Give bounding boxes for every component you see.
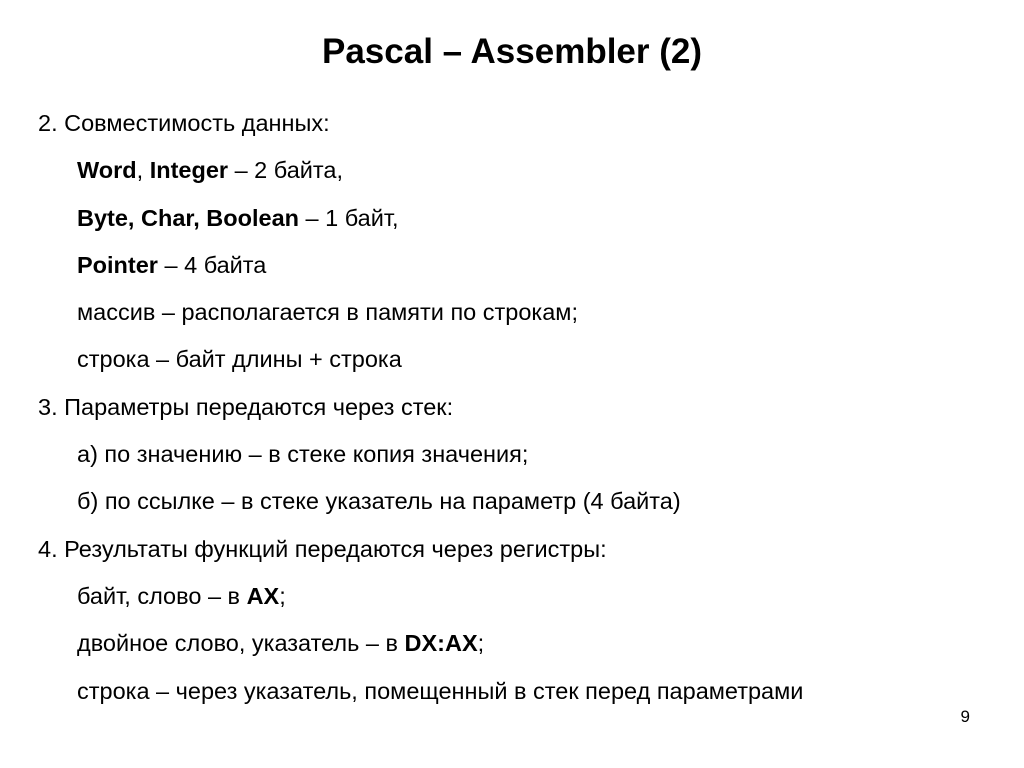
punctuation: ; xyxy=(279,582,286,609)
register-ax: AX xyxy=(246,582,280,609)
slide-title: Pascal – Assembler (2) xyxy=(321,32,703,71)
list-item-dword-pointer-result xyxy=(38,620,998,667)
type-pointer: Pointer xyxy=(77,251,158,278)
result-text: байт, слово – в xyxy=(77,582,247,609)
list-item-by-value: а) по значению – в стеке копия значения; xyxy=(77,441,529,468)
slide-content xyxy=(38,100,998,715)
size-text: – 4 байта xyxy=(157,251,267,278)
section-function-results: 4. Результаты функций передаются через регистры: xyxy=(38,535,607,562)
list-item-string: строка – байт длины + строка xyxy=(77,346,402,373)
section-stack-parameters: 3. Параметры передаются через стек: xyxy=(38,393,454,420)
punctuation: ; xyxy=(477,630,485,657)
page-number: 9 xyxy=(960,707,970,726)
list-item-pointer xyxy=(38,242,998,289)
section-data-compatibility: 2. Совместимость данных: xyxy=(38,110,330,136)
list-item-word-integer xyxy=(38,147,998,194)
type-byte-char-boolean: Byte, Char, Boolean xyxy=(77,204,299,231)
list-item-byte-word-result xyxy=(38,573,998,620)
list-item-by-reference: б) по ссылке – в стеке указатель на параметр (4 байта) xyxy=(77,488,681,515)
result-text: двойное слово, указатель – в xyxy=(77,630,405,657)
type-word: Word xyxy=(77,157,137,184)
list-item-array: массив – располагается в памяти по строкам; xyxy=(77,299,578,326)
list-item-byte-char-boolean xyxy=(38,195,998,242)
separator: , xyxy=(136,157,150,184)
register-dx-ax: DX:AX xyxy=(404,630,478,657)
list-item-string-result: строка – через указатель, помещенный в стек перед параметрами xyxy=(77,677,804,704)
size-text: – 1 байт, xyxy=(299,204,399,231)
size-text: – 2 байта, xyxy=(228,157,343,184)
type-integer: Integer xyxy=(149,157,229,184)
